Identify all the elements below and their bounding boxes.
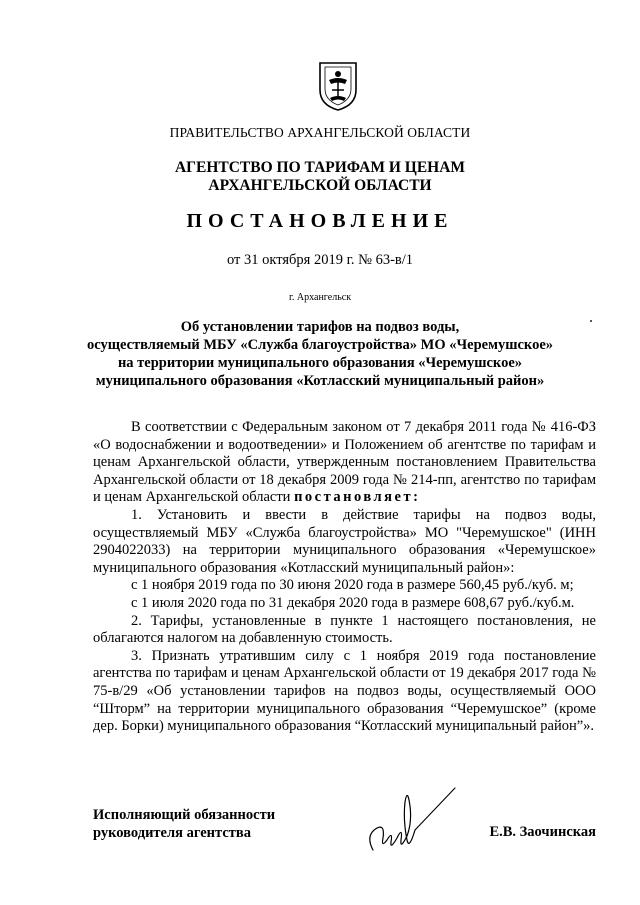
item-1-rate-2: с 1 июля 2020 года по 31 декабря 2020 года в размере 608,67 руб./куб.м. [131,594,575,611]
subject-line: Об установлении тарифов на подвоз воды, [180,319,460,335]
item-3-paragraph: 3. Признать утратившим силу с 1 ноября 2019 года постановление агентства по тарифам и ценам Архангельской области от 19 декабря 2017 года № 75-в/29 «Об установлении тарифов на подвоз воды, осуществляемый ООО “Шторм” на территории муниципального образования “Черемушское” (кроме дер. Борки) муниципального образования “Котласский муниципальный район”». [93,647,596,735]
preamble-text: В соответствии с Федеральным законом от 7 декабря 2011 года № 416-ФЗ «О водоснабжении и водоотведении» и Положением об агентстве по тарифам и ценам Архангельской области, утвержденным постановлением Правительства Архангельской области от 18 декабря 2009 года № 214-пп, агентство по тарифам и ценам Архангельской области [93,419,596,506]
coat-of-arms-icon [317,60,359,112]
preamble-paragraph [93,419,596,507]
item-1-rate-1: с 1 ноября 2019 года по 30 июня 2020 года в размере 560,45 руб./куб. м; [131,577,574,594]
signatory-title [93,806,275,842]
agency-title [0,159,640,195]
document-body [93,419,596,736]
agency-title-line: АРХАНГЕЛЬСКОЙ ОБЛАСТИ [208,177,432,194]
document-city: г. Архангельск [288,292,352,303]
subject-line: муниципального образования «Котласский муниципальный район» [95,373,545,389]
document-type: ПОСТАНОВЛЕНИЕ [186,210,454,232]
item-1-paragraph: 1. Установить и ввести в действие тарифы на подвоз воды, осуществляемый МБУ «Служба благоустройства» МО "Черемушское" (ИНН 2904022033) на территории муниципального образования «Черемушское» муниципального образования «Котласский муниципальный район»: [93,506,596,576]
subject-line: на территории муниципального образования «Черемушское» [117,355,523,371]
handwritten-signature [355,780,465,860]
document-date-number: от 31 октября 2019 г. № 63-в/1 [226,252,414,268]
signatory-name: Е.В. Заочинская [489,824,596,840]
signatory-title-line: Исполняющий обязанности [93,807,276,823]
subject-line: осуществляемый МБУ «Служба благоустройства» МО «Черемушское» [86,337,554,353]
resolves-word: постановляет: [294,489,421,506]
document-subject [0,318,640,390]
agency-title-line: АГЕНТСТВО ПО ТАРИФАМ И ЦЕНАМ [174,159,466,176]
signatory-title-line: руководителя агентства [93,825,251,841]
government-title: ПРАВИТЕЛЬСТВО АРХАНГЕЛЬСКОЙ ОБЛАСТИ [169,125,471,140]
item-2-paragraph: 2. Тарифы, установленные в пункте 1 настоящего постановления, не облагаются налогом на добавленную стоимость. [93,612,596,647]
